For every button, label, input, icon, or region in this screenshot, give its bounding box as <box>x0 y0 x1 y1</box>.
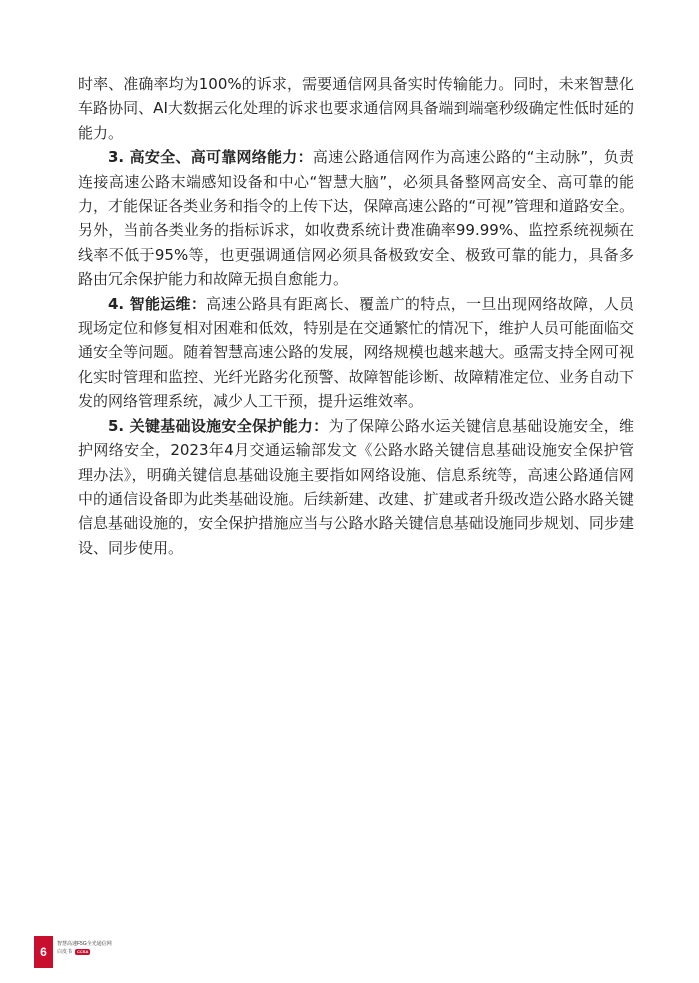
ccsa-logo-icon: CCSA <box>77 949 89 954</box>
section-3-heading: 3. 高安全、高可靠网络能力： <box>108 148 313 167</box>
section-4-paragraph <box>78 292 634 414</box>
footer-text <box>57 936 112 968</box>
section-5-text: 为了保障公路水运关键信息基础设施安全，维护网络安全，2023年4月交通运输部发文《公路水路关键信息基础设施安全保护管理办法》，明确关键信息基础设施主要指如网络设施、信息系统等，高速公路通信网中的通信设备即为此类基础设施。后续新建、改建、扩建或者升级改造公路水路关键信息基础设施的，安全保护措施应当与公路水路关键信息基础设施同步规划、同步建设、同步使用。 <box>78 416 634 557</box>
footer-subtitle: 白皮书 <box>57 949 73 955</box>
section-5-heading: 5. 关键基础设施安全保护能力： <box>108 416 329 435</box>
section-5-paragraph <box>78 414 634 560</box>
footer-title: 智慧高速F5G全光通信网 <box>57 941 112 947</box>
page-footer <box>34 936 112 968</box>
section-4-heading: 4. 智能运维： <box>108 294 207 313</box>
footer-subtitle-row <box>57 948 112 956</box>
section-3-text: 高速公路通信网作为高速公路的“主动脉”，负责连接高速公路末端感知设备和中心“智慧大脑”，必须具备整网高安全、高可靠的能力，才能保证各类业务和指令的上传下达，保障高速公路的“可视”管理和道路安全。另外，当前各类业务的指标诉求，如收费系统计费准确率99.99%、监控系统视频在线率不低于95%等，也更强调通信网必须具备极致安全、极致可靠的能力，具备多路由冗余保护能力和故障无损自愈能力。 <box>78 148 635 289</box>
main-content <box>78 72 634 560</box>
body-paragraph: 时率、准确率均为100%的诉求，需要通信网具备实时传输能力。同时，未来智慧化车路协同、AI大数据云化处理的诉求也要求通信网具备端到端毫秒级确定性低时延的能力。 <box>78 75 634 142</box>
section-3-paragraph <box>78 145 634 291</box>
page-number: 6 <box>34 936 53 968</box>
section-4-text: 高速公路具有距离长、覆盖广的特点，一旦出现网络故障，人员现场定位和修复相对困难和低效，特别是在交通繁忙的情况下，维护人员可能面临交通安全等问题。随着智慧高速公路的发展，网络规模也越来越大。亟需支持全网可视化实时管理和监控、光纤光路劣化预警、故障智能诊断、故障精准定位、业务自动下发的网络管理系统，减少人工干预，提升运维效率。 <box>78 294 634 411</box>
